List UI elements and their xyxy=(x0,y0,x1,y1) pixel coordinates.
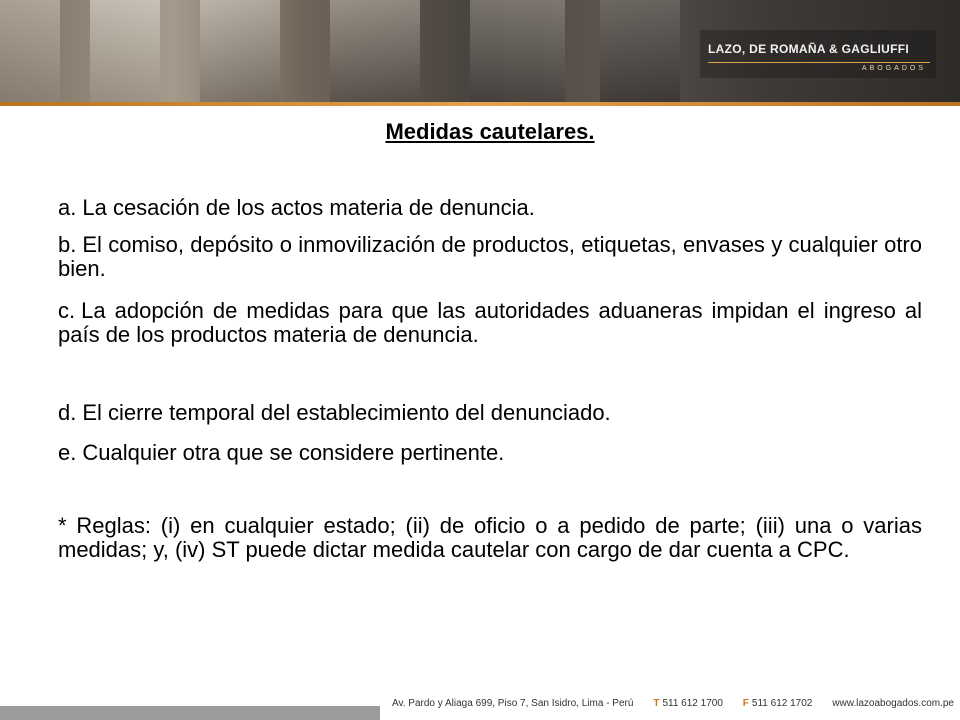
list-item xyxy=(58,233,922,281)
building-panel xyxy=(330,0,420,102)
header-accent-rule xyxy=(0,102,960,106)
list-marker: d. xyxy=(58,400,77,425)
footer-bar xyxy=(0,706,380,720)
logo-divider xyxy=(708,62,930,63)
list-marker: a. xyxy=(58,195,77,220)
footer-phone xyxy=(653,698,723,709)
fax-label: F xyxy=(742,698,749,709)
building-panel xyxy=(470,0,565,102)
phone-label: T xyxy=(653,698,660,709)
list-item-text: El comiso, depósito o inmovilización de productos, etiquetas, envases y cualquier otro bien. xyxy=(58,232,922,281)
list-marker: c. xyxy=(58,298,76,323)
list-marker: e. xyxy=(58,440,77,465)
list-item xyxy=(58,299,922,347)
building-panel xyxy=(90,0,160,102)
firm-logo xyxy=(700,30,936,78)
list-marker: b. xyxy=(58,232,77,257)
building-panel xyxy=(0,0,60,102)
rules-note: * Reglas: (i) en cualquier estado; (ii) de oficio o a pedido de parte; (iii) una o varias medidas; y, (iv) ST puede dictar medida cautelar con cargo de dar cuenta a CPC. xyxy=(58,513,922,562)
firm-tagline: ABOGADOS xyxy=(861,65,926,72)
footer-fax xyxy=(743,698,813,709)
list-item-text: Cualquier otra que se considere pertinente. xyxy=(82,440,505,465)
list-item xyxy=(58,196,922,220)
firm-name: LAZO, DE ROMAÑA & GAGLIUFFI xyxy=(708,42,909,56)
list-item-text: El cierre temporal del establecimiento del denunciado. xyxy=(82,400,611,425)
footer-website: www.lazoabogados.com.pe xyxy=(832,698,954,709)
fax-number: 511 612 1702 xyxy=(751,698,813,709)
list-item xyxy=(58,401,922,425)
slide-title: Medidas cautelares. xyxy=(385,119,595,144)
building-panel xyxy=(600,0,680,102)
list-item-text: La cesación de los actos materia de denuncia. xyxy=(82,195,535,220)
building-panel xyxy=(200,0,280,102)
footer-address: Av. Pardo y Aliaga 699, Piso 7, San Isidro, Lima - Perú xyxy=(392,698,634,709)
header-banner xyxy=(0,0,960,102)
list-item-text: La adopción de medidas para que las autoridades aduaneras impidan el ingreso al país de los productos materia de denuncia. xyxy=(58,298,922,347)
phone-number: 511 612 1700 xyxy=(662,698,723,709)
list-item xyxy=(58,441,922,465)
footer-contact xyxy=(392,698,954,709)
